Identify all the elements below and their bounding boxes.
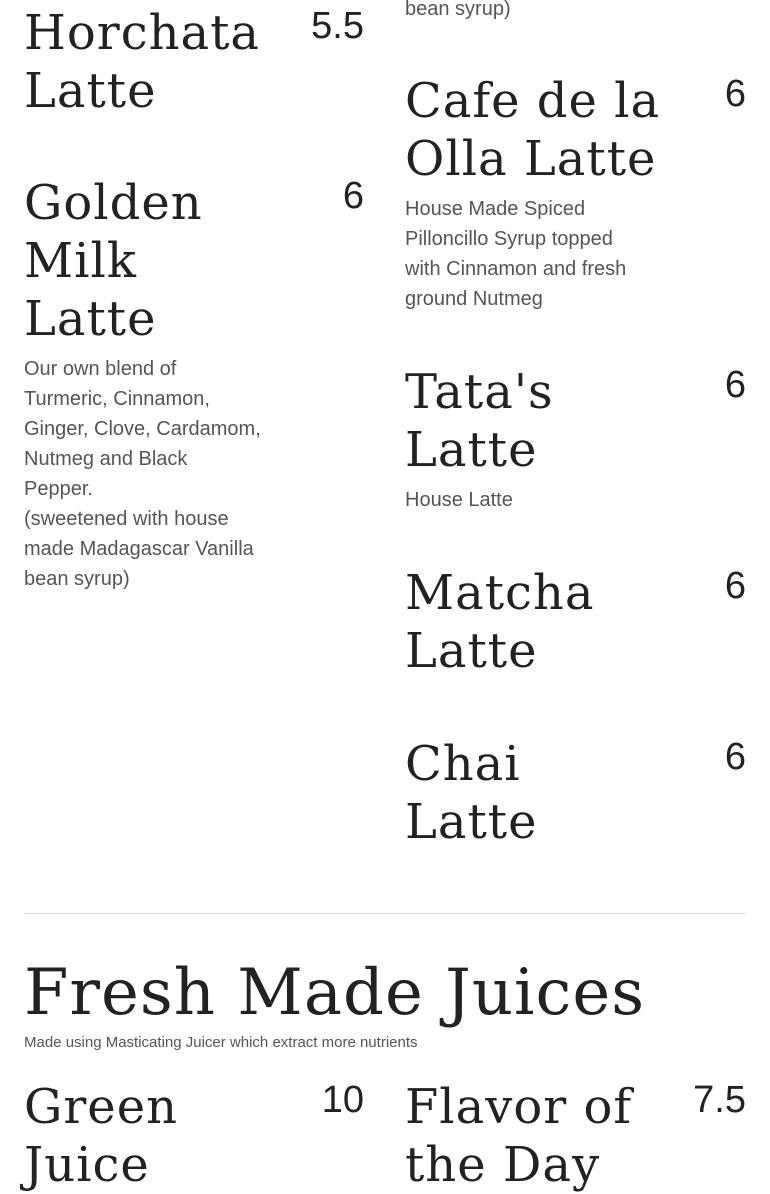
menu-item-chai-latte — [405, 735, 746, 851]
section-divider — [24, 913, 746, 914]
item-name: Matcha Latte — [405, 565, 595, 679]
item-description: Our own blend of Turmeric, Cinnamon, Ginger, Clove, Cardamom, Nutmeg and Black Pepper. (sweetened with house made Madagascar Vanilla bean syrup) — [24, 358, 261, 590]
item-price: 10 — [321, 1079, 364, 1121]
item-price: 6 — [724, 364, 746, 406]
item-description: House Latte — [405, 489, 513, 511]
menu-item-golden-milk-latte — [24, 174, 364, 594]
section-subtitle: Made using Masticating Juicer which extract more nutrients — [24, 1034, 418, 1051]
item-price: 6 — [724, 565, 746, 607]
item-name: Green Juice — [24, 1079, 179, 1193]
item-price: 6 — [342, 175, 364, 217]
item-name: Cafe de la Olla Latte — [405, 73, 661, 187]
item-name: Horchata Latte — [24, 5, 261, 119]
item-name: Chai Latte — [405, 736, 538, 850]
menu-item-flavor-of-the-day — [405, 1078, 746, 1194]
menu-item-horchata-latte — [24, 4, 364, 120]
item-price: 5.5 — [311, 5, 364, 47]
item-description: House Made Spiced Pilloncillo Syrup topped with Cinnamon and fresh ground Nutmeg — [405, 198, 627, 310]
item-price: 7.5 — [693, 1079, 746, 1121]
item-name: Tata's Latte — [405, 364, 554, 478]
item-price: 6 — [724, 73, 746, 115]
menu-item-green-juice — [24, 1078, 364, 1194]
item-name: Golden Milk Latte — [24, 175, 203, 347]
section-title: Fresh Made Juices — [24, 956, 646, 1030]
menu-item-tatas-latte — [405, 363, 746, 515]
item-price: 6 — [724, 736, 746, 778]
item-name: Flavor of the Day — [405, 1079, 633, 1193]
previous-item-description-tail: bean syrup) — [405, 0, 511, 20]
menu-item-cafe-de-la-olla-latte — [405, 72, 746, 314]
menu-item-matcha-latte — [405, 564, 746, 680]
